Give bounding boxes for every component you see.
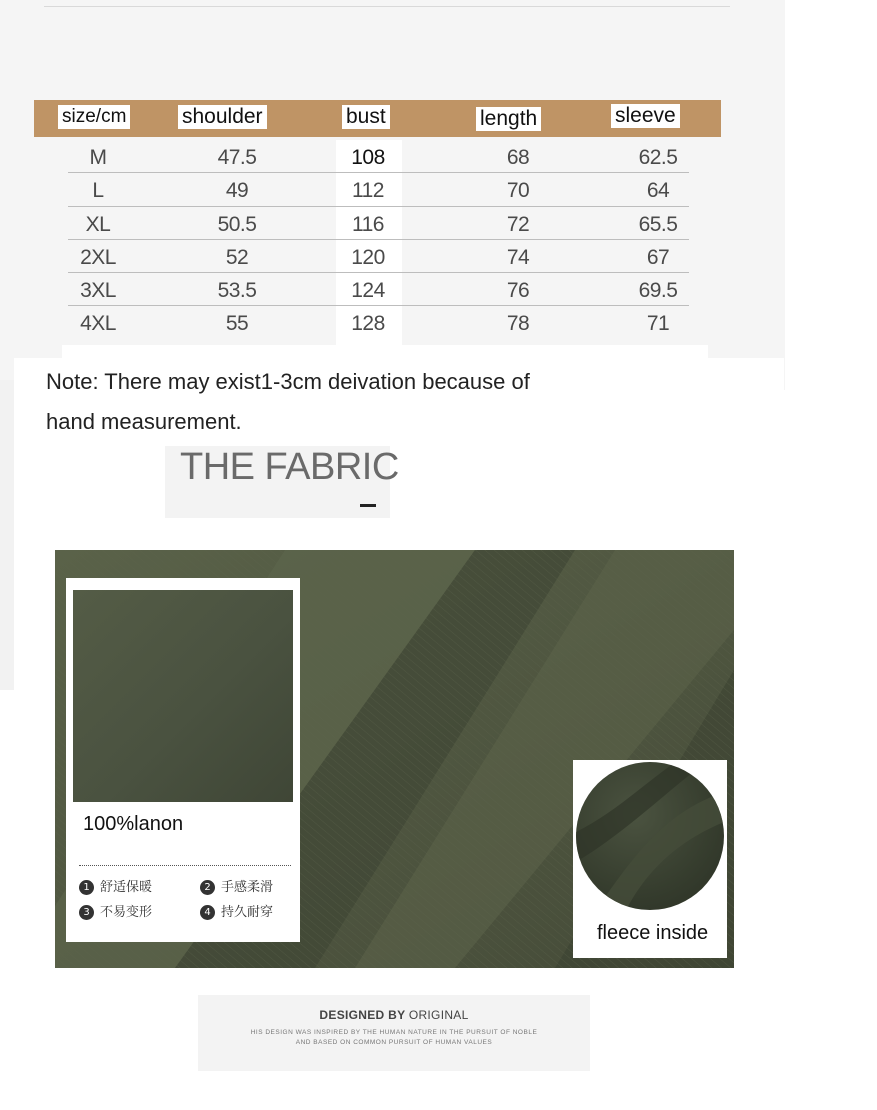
fabric-swatch [73,590,293,802]
designed-title [198,1008,590,1022]
table-row [34,207,721,240]
cell-size: M [89,146,107,169]
cell-shoulder: 53.5 [217,279,257,303]
cell-length: 70 [506,179,530,203]
cell-sleeve: 71 [646,312,670,336]
table-row [34,173,721,206]
feature-number: 3 [79,905,94,920]
feature-text: 手感柔滑 [221,880,274,895]
left-strip [0,380,14,690]
header-size: size/cm [58,105,130,129]
cell-size: 4XL [80,312,116,336]
table-row [34,306,721,339]
note-line-1: Note: There may exist1-3cm deivation because of [46,369,530,394]
cell-size: 3XL [80,279,116,303]
note-line-2: hand measurement. [46,409,242,434]
size-table [34,100,721,336]
cell-length: 78 [506,312,530,336]
feature-text: 不易变形 [100,905,153,920]
size-table-header [34,100,721,137]
cell-size: L [92,179,104,203]
feature-number: 2 [200,880,215,895]
size-table-body [34,140,721,340]
title-dash [360,504,376,507]
cell-bust: 112 [352,179,384,203]
cell-shoulder: 47.5 [217,146,257,169]
header-length: length [476,107,541,131]
header-bust: bust [342,105,390,129]
cell-length: 74 [506,245,530,269]
feature-text: 舒适保暖 [100,880,153,895]
cell-bust: 108 [351,146,385,169]
cell-bust: 128 [351,312,385,336]
measurement-note [46,362,606,442]
feature-4 [200,901,273,920]
cell-sleeve: 62.5 [638,146,678,169]
table-row [34,240,721,273]
header-shoulder: shoulder [178,105,267,129]
cell-size: 2XL [80,245,116,269]
top-divider [44,6,730,7]
cell-shoulder: 52 [225,245,249,269]
cell-bust: 116 [352,212,384,236]
feature-text: 持久耐穿 [221,905,274,920]
cell-sleeve: 67 [646,245,670,269]
feature-1 [79,876,152,895]
designed-title-light: ORIGINAL [408,1008,469,1022]
table-row [34,273,721,306]
feature-number: 4 [200,905,215,920]
fleece-label: fleece inside [597,922,709,944]
cell-shoulder: 50.5 [217,212,257,236]
cell-length: 76 [506,279,530,303]
table-bottom-strip [62,345,708,359]
material-label: 100%lanon [83,813,184,835]
designed-subtitle [198,1028,590,1048]
designed-sub-line-2: AND BASED ON COMMON PURSUIT OF HUMAN VALUES [295,1039,493,1046]
feature-2 [200,876,273,895]
cell-bust: 120 [351,245,385,269]
fleece-folds [576,762,724,910]
cell-sleeve: 64 [646,179,670,203]
cell-sleeve: 69.5 [638,279,678,303]
cell-length: 72 [506,212,530,236]
fabric-title: THE FABRIC [180,446,399,488]
cell-shoulder: 49 [225,179,249,203]
feature-number: 1 [79,880,94,895]
cell-sleeve: 65.5 [638,212,678,236]
cell-bust: 124 [351,279,385,303]
designed-sub-line-1: HIS DESIGN WAS INSPIRED BY THE HUMAN NATURE IN THE PURSUIT OF NOBLE [250,1029,538,1036]
table-row [34,140,721,173]
cell-length: 68 [506,146,530,169]
cell-size: XL [85,212,111,236]
dotted-divider [79,865,291,866]
header-sleeve: sleeve [611,104,680,128]
fleece-swatch [576,762,724,910]
feature-3 [79,901,152,920]
designed-title-bold: DESIGNED BY [319,1008,406,1022]
cell-shoulder: 55 [225,312,249,336]
